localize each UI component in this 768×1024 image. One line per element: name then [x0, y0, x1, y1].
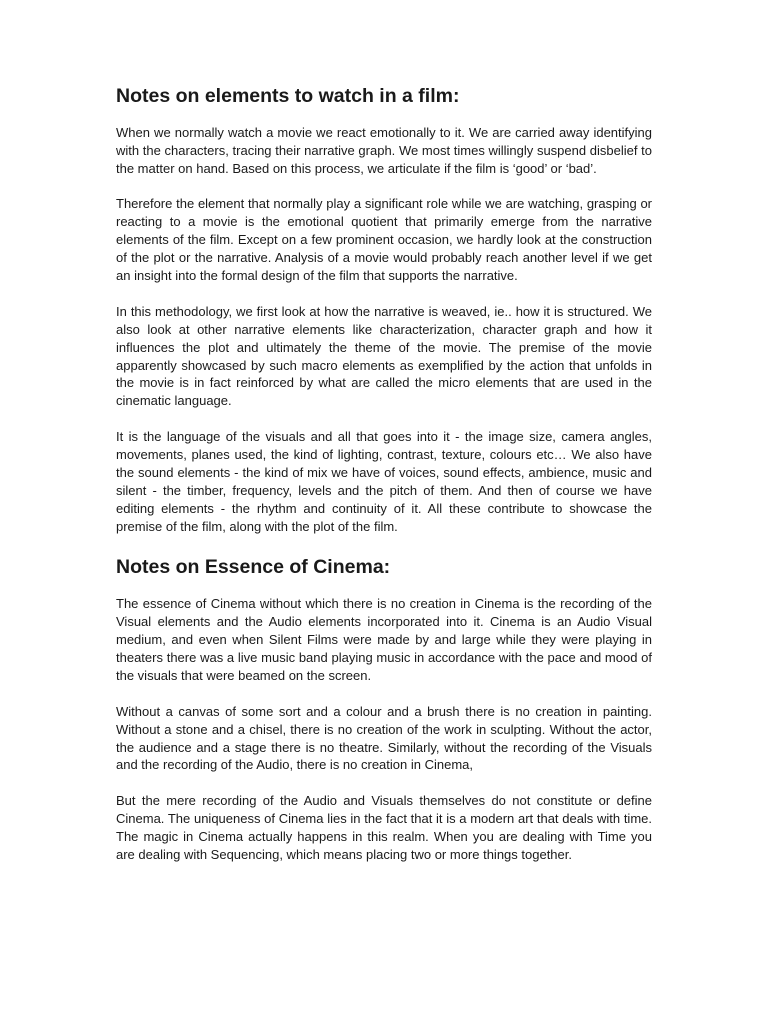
paragraph: The essence of Cinema without which there is no creation in Cinema is the recording of the Visual elements and the Audio elements incorporated into it. Cinema is an Audio Visual medium, and even when Silent Films were made by and large while they were playing in theaters there was a live music band playing music in accordance with the pace and mood of the visuals that were beamed on the screen.: [116, 596, 652, 683]
document-page: [116, 82, 652, 864]
section-film-elements: [116, 82, 652, 536]
paragraph: Without a canvas of some sort and a colour and a brush there is no creation in painting. Without a stone and a chisel, there is no creation of the work in sculpting. Without the actor, the audience and a stage there is no theatre. Similarly, without the recording of the Visuals and the recording of the Audio, there is no creation in Cinema,: [116, 703, 652, 773]
paragraph: When we normally watch a movie we react emotionally to it. We are carried away identifying with the characters, tracing their narrative graph. We most times willingly suspend disbelief to the matter on hand. Based on this process, we articulate if the film is ‘good’ or ‘bad’.: [116, 124, 652, 176]
paragraph: But the mere recording of the Audio and Visuals themselves do not constitute or define Cinema. The uniqueness of Cinema lies in the fact that it is a modern art that deals with time. The magic in Cinema actually happens in this realm. When you are dealing with Time you are dealing with Sequencing, which means placing two or more things together.: [116, 793, 652, 862]
section-heading: Notes on elements to watch in a film:: [116, 85, 460, 107]
section-essence-of-cinema: [116, 553, 652, 863]
paragraph: In this methodology, we first look at how the narrative is weaved, ie.. how it is structured. We also look at other narrative elements like characterization, character graph and how it influences the plot and ultimately the theme of the movie. The premise of the movie apparently showcased by such macro elements as exemplified by the action that unfolds in the movie is in fact reinforced by what are called the micro elements that are used in the cinematic language.: [116, 303, 652, 409]
section-heading: Notes on Essence of Cinema:: [116, 556, 391, 579]
paragraph: Therefore the element that normally play a significant role while we are watching, grasping or reacting to a movie is the emotional quotient that primarily emerge from the narrative elements of the film. Except on a few prominent occasion, we hardly look at the construction of the plot or the narrative. Analysis of a movie would probably reach another level if we get an insight into the formal design of the film that supports the narrative.: [116, 196, 652, 284]
paragraph: It is the language of the visuals and all that goes into it - the image size, camera angles, movements, planes used, the kind of lighting, contrast, texture, colours etc… We also have the sound elements - the kind of mix we have of voices, sound effects, ambience, music and silent - the timber, frequency, levels and the pitch of them. And then of course we have editing elements - the rhythm and continuity of it. All these contribute to showcase the premise of the film, along with the plot of the film.: [116, 429, 652, 534]
